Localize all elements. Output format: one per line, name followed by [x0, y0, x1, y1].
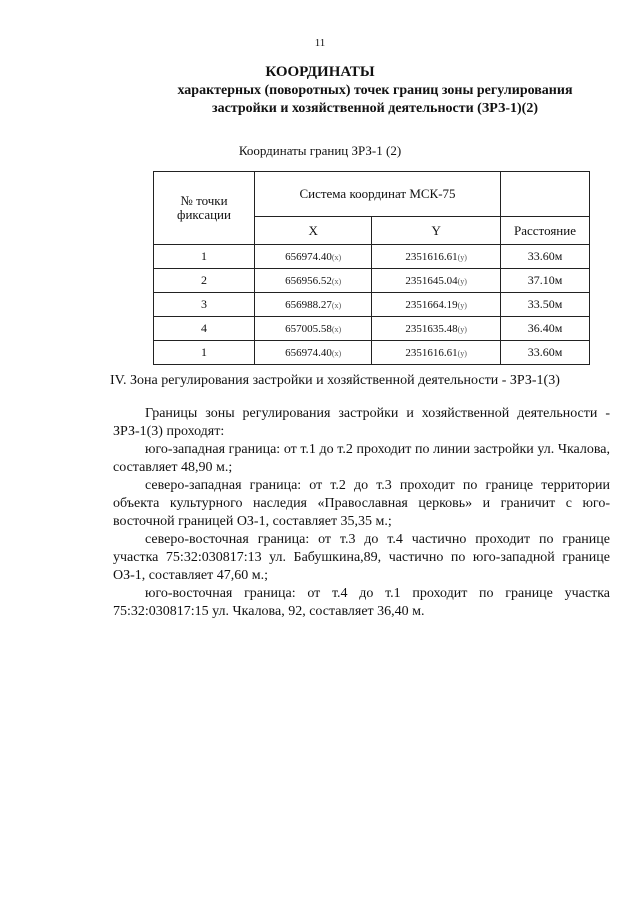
distance-value: 37.10м	[501, 269, 590, 293]
x-value: 656956.52(x)	[255, 269, 372, 293]
table-row	[154, 269, 590, 293]
y-value: 2351616.61(y)	[372, 341, 501, 365]
header-empty	[501, 172, 590, 217]
paragraph-southeast: юго-восточная граница: от т.4 до т.1 проходит по границе участка 75:32:030817:15 ул. Чкалова, 92, составляет 36,40 м.	[113, 586, 610, 619]
point-number: 3	[154, 293, 255, 317]
header-coordinate-system: Система координат МСК-75	[255, 172, 501, 217]
page-number: 11	[314, 37, 326, 49]
point-number: 4	[154, 317, 255, 341]
header-y: Y	[372, 217, 501, 245]
table-row	[154, 293, 590, 317]
distance-value: 33.60м	[501, 245, 590, 269]
paragraph-northwest: северо-западная граница: от т.2 до т.3 проходит по границе территории объекта культурного наследия «Православная церковь» и граничит с юго-восточной границей ОЗ-1, составляет 35,35 м.;	[113, 478, 610, 529]
y-value: 2351645.04(y)	[372, 269, 501, 293]
point-number: 1	[154, 245, 255, 269]
x-value: 656974.40(x)	[255, 245, 372, 269]
table-caption: Координаты границ ЗРЗ-1 (2)	[238, 143, 402, 158]
document-title: КООРДИНАТЫ	[265, 64, 375, 80]
y-value: 2351664.19(y)	[372, 293, 501, 317]
point-number: 2	[154, 269, 255, 293]
x-value: 656988.27(x)	[255, 293, 372, 317]
x-value: 656974.40(x)	[255, 341, 372, 365]
paragraph-intro: Границы зоны регулирования застройки и хозяйственной деятельности - ЗРЗ-1(3) проходят:	[113, 406, 610, 439]
table-row	[154, 317, 590, 341]
distance-value: 36.40м	[501, 317, 590, 341]
point-number: 1	[154, 341, 255, 365]
distance-value: 33.50м	[501, 293, 590, 317]
y-value: 2351616.61(y)	[372, 245, 501, 269]
section-heading: IV. Зона регулирования застройки и хозяйственной деятельности - ЗРЗ-1(3)	[110, 373, 560, 388]
header-distance: Расстояние	[501, 217, 590, 245]
table-row	[154, 341, 590, 365]
coordinates-table	[153, 171, 590, 365]
document-subtitle	[130, 82, 620, 118]
body-text	[113, 405, 610, 621]
table-row	[154, 245, 590, 269]
y-value: 2351635.48(y)	[372, 317, 501, 341]
paragraph-southwest: юго-западная граница: от т.1 до т.2 проходит по линии застройки ул. Чкалова, составляет 48,90 м.;	[113, 442, 610, 475]
paragraph-northeast: северо-восточная граница: от т.3 до т.4 частично проходит по границе участка 75:32:030817:13 ул. Бабушкина,89, частично по юго-западной границе ОЗ-1, составляет 47,60 м.;	[113, 532, 610, 583]
x-value: 657005.58(x)	[255, 317, 372, 341]
distance-value: 33.60м	[501, 341, 590, 365]
subtitle-line-2: застройки и хозяйственной деятельности (ЗРЗ-1)(2)	[212, 101, 538, 116]
subtitle-line-1: характерных (поворотных) точек границ зоны регулирования	[177, 83, 573, 98]
header-x: X	[255, 217, 372, 245]
header-point-number: № точки фиксации	[154, 172, 255, 245]
